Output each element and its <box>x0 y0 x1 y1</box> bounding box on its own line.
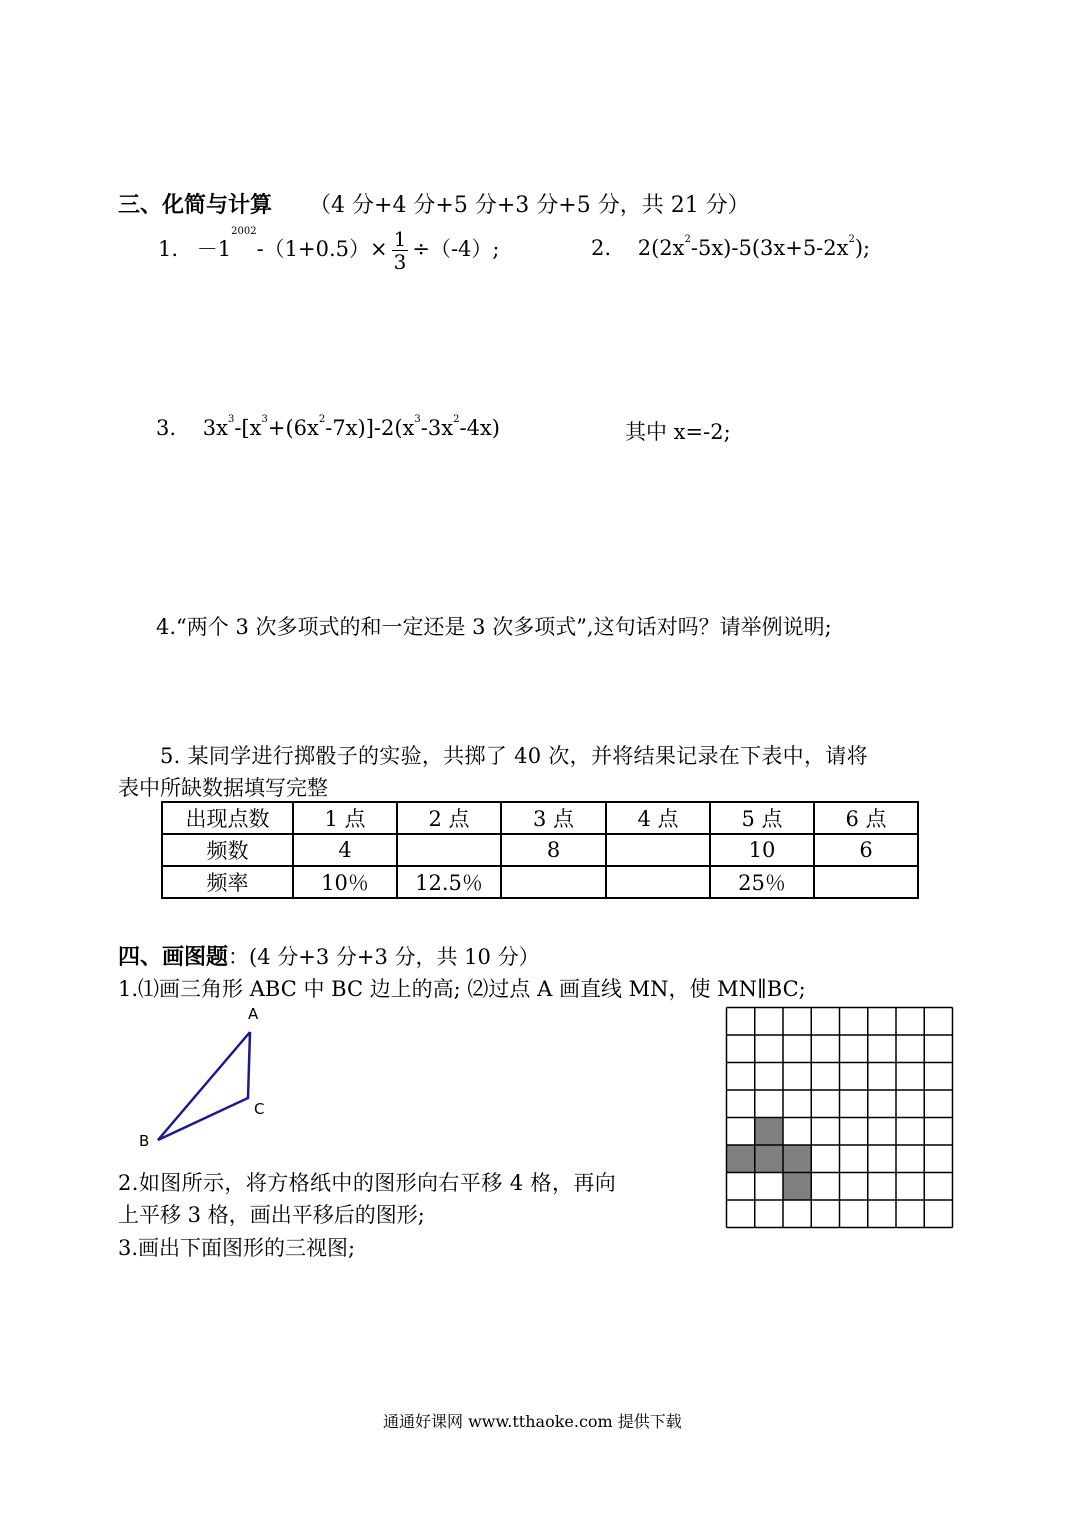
question-5-line1: 5. 某同学进行掷骰子的实验，共掷了 40 次，并将结果记录在下表中，请将 <box>160 744 868 768</box>
q2-number: 2. <box>591 236 612 260</box>
table-cell: 10 <box>710 834 814 866</box>
table-cell: 6 <box>814 834 918 866</box>
table-header-cell: 3 点 <box>501 802 606 834</box>
table-row-frequency-rate <box>162 866 918 898</box>
question-1 <box>158 228 499 273</box>
dice-frequency-table <box>161 801 919 899</box>
question-5-line2: 表中所缺数据填写完整 <box>118 776 328 800</box>
shaded-cell <box>783 1173 811 1201</box>
table-header-cell: 5 点 <box>710 802 814 834</box>
q3-exp5: 2 <box>453 414 460 425</box>
table-cell <box>606 834 710 866</box>
q2-c: ); <box>854 236 871 260</box>
table-cell: 频数 <box>162 834 293 866</box>
grid-paper <box>725 1006 954 1229</box>
table-cell: 8 <box>501 834 606 866</box>
q3-exp4: 3 <box>414 414 421 425</box>
shaded-cell <box>755 1145 783 1173</box>
q1-frac-num: 1 <box>393 227 407 251</box>
section4-question-3: 3.画出下面图形的三视图; <box>118 1236 356 1260</box>
section3-heading <box>118 188 750 219</box>
q3-a: 3x <box>202 416 228 440</box>
triangle-abc <box>158 1032 250 1140</box>
q1-exponent: 2002 <box>231 226 257 237</box>
shaded-cell <box>727 1145 755 1173</box>
footer-text: 通通好课网 www.tthaoke.com 提供下载 <box>383 1412 682 1431</box>
q2-a: 2(2x <box>637 236 685 260</box>
table-cell <box>814 866 918 898</box>
q1-part2: -（1+0.5）× <box>256 237 388 261</box>
triangle-abc-figure <box>130 1000 290 1160</box>
table-cell <box>606 866 710 898</box>
q3-f: -4x) <box>459 416 500 440</box>
table-header-cell: 4 点 <box>606 802 710 834</box>
table-header-cell: 出现点数 <box>162 802 293 834</box>
q1-number: 1. <box>158 237 179 261</box>
table-header-cell: 1 点 <box>293 802 397 834</box>
section3-points: （4 分+4 分+5 分+3 分+5 分，共 21 分） <box>309 193 750 218</box>
q3-exp1: 3 <box>227 414 235 425</box>
q1-part1: －1 <box>196 237 232 261</box>
q1-part3: ÷（-4）; <box>412 237 500 261</box>
table-header-cell: 2 点 <box>397 802 501 834</box>
section4-question-1: 1.⑴画三角形 ABC 中 BC 边上的高; ⑵过点 A 画直线 MN，使 MN∥BC; <box>118 977 806 1001</box>
shaded-cell <box>783 1145 811 1173</box>
q2-exp2: 2 <box>848 234 855 245</box>
question-3 <box>156 416 500 440</box>
q1-frac-den: 3 <box>393 250 407 274</box>
section4-heading <box>118 940 540 971</box>
shaded-cell <box>755 1118 783 1146</box>
question-4: 4.“两个 3 次多项式的和一定还是 3 次多项式”,这句话对吗？请举例说明; <box>156 615 832 639</box>
section4-points: ：(4 分+3 分+3 分，共 10 分） <box>228 945 540 969</box>
table-cell: 25％ <box>710 866 814 898</box>
q2-exp1: 2 <box>684 234 691 245</box>
q2-b: -5x)-5(3x+5-2x <box>690 236 849 260</box>
table-cell: 4 <box>293 834 397 866</box>
q3-number: 3. <box>156 416 177 440</box>
vertex-b-label: B <box>139 1132 150 1150</box>
table-cell <box>397 834 501 866</box>
section3-title: 三、化简与计算 <box>118 192 273 218</box>
q3-e: -3x <box>420 416 454 440</box>
table-header-row <box>162 802 918 834</box>
section4-question-2-line1: 2.如图所示，将方格纸中的图形向右平移 4 格，再向 <box>118 1171 617 1195</box>
q3-d: -7x)]-2(x <box>325 416 415 440</box>
table-cell: 12.5％ <box>397 866 501 898</box>
q3-exp2: 3 <box>261 414 268 425</box>
vertex-a-label: A <box>248 1005 259 1023</box>
q3-b: -[x <box>234 416 262 440</box>
vertex-c-label: C <box>254 1100 265 1118</box>
table-cell: 10％ <box>293 866 397 898</box>
q3-exp3: 2 <box>318 414 326 425</box>
section4-title: 四、画图题 <box>118 944 229 970</box>
table-row-frequency-count <box>162 834 918 866</box>
question-2 <box>591 236 870 260</box>
table-header-cell: 6 点 <box>814 802 918 834</box>
q3-condition: 其中 x=-2; <box>625 420 731 444</box>
table-cell: 频率 <box>162 866 293 898</box>
table-cell <box>501 866 606 898</box>
q3-c: +(6x <box>267 416 319 440</box>
section4-question-2-line2: 上平移 3 格，画出平移后的图形; <box>118 1203 425 1227</box>
q1-fraction <box>392 228 409 273</box>
